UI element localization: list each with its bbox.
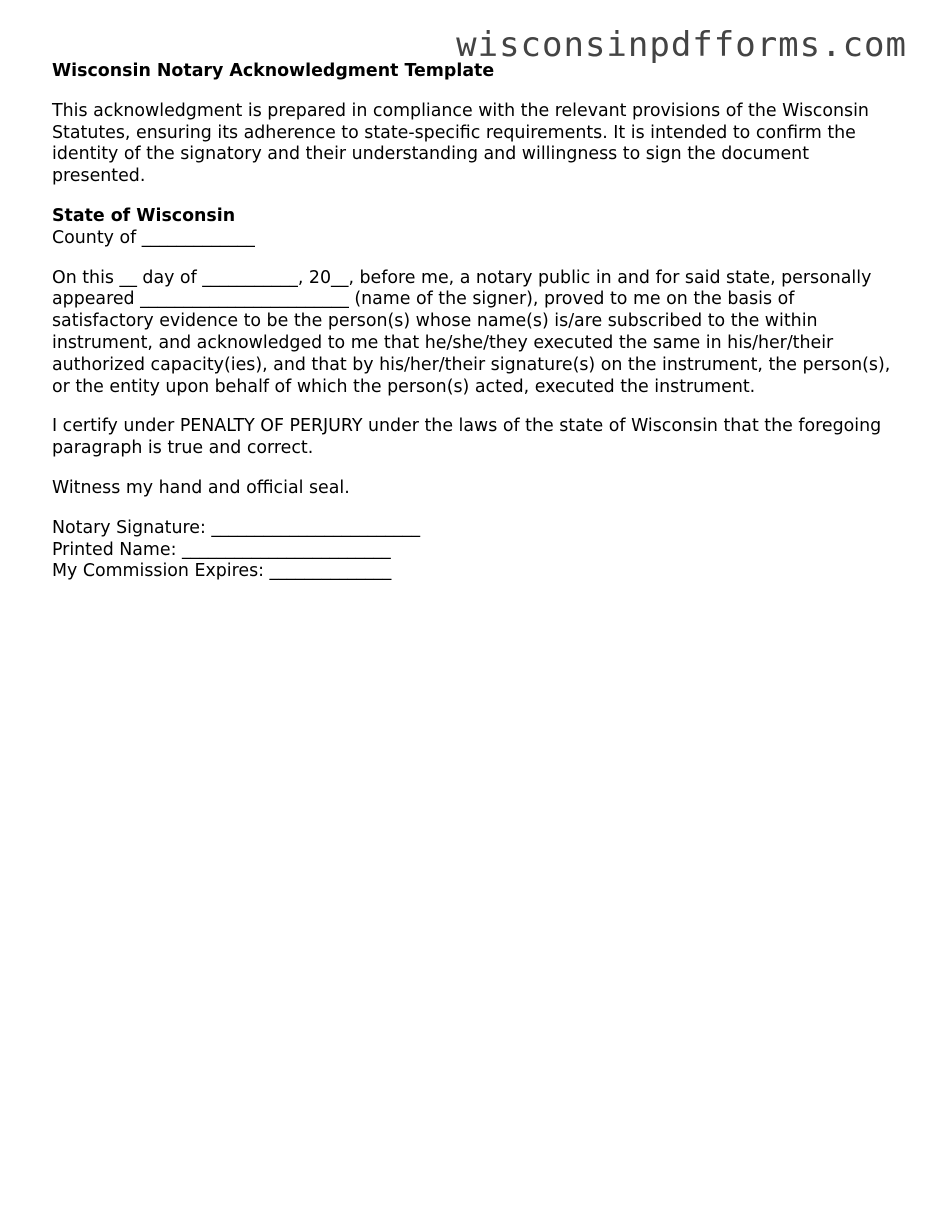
document-title: Wisconsin Notary Acknowledgment Template bbox=[52, 61, 495, 81]
acknowledgment-paragraph: On this __ day of ___________, 20__, before me, a notary public in and for said state, personally appeared ________________________ (name of the signer), proved to me on the basis of satisfactory evidence to be the person(s) whose name(s) is/are subscribed to the within instrument, and acknowledged to me that he/she/they executed the same in his/her/their authorized capacity(ies), and that by his/her/their signature(s) on the instrument, the person(s), or the entity upon behalf of which the person(s) acted, executed the instrument. bbox=[52, 267, 891, 397]
venue-state: State of Wisconsin bbox=[52, 205, 236, 226]
intro-paragraph: This acknowledgment is prepared in compliance with the relevant provisions of the Wisconsin Statutes, ensuring its adherence to state-specific requirements. It is intended to confirm the identity of the signatory and their understanding and willingness to sign the document presented. bbox=[52, 100, 869, 187]
site-watermark: wisconsinpdfforms.com bbox=[456, 25, 907, 65]
notary-signature-line: Notary Signature: ________________________ bbox=[52, 517, 421, 538]
witness-statement: Witness my hand and official seal. bbox=[52, 477, 350, 498]
signature-block bbox=[52, 518, 892, 583]
perjury-certification: I certify under PENALTY OF PERJURY under the laws of the state of Wisconsin that the foregoing paragraph is true and correct. bbox=[52, 416, 882, 459]
commission-expires-line: My Commission Expires: ______________ bbox=[52, 561, 392, 582]
document-body bbox=[52, 61, 892, 601]
venue-county: County of _____________ bbox=[52, 227, 255, 248]
venue-block bbox=[52, 206, 892, 250]
printed-name-line: Printed Name: ________________________ bbox=[52, 539, 391, 560]
